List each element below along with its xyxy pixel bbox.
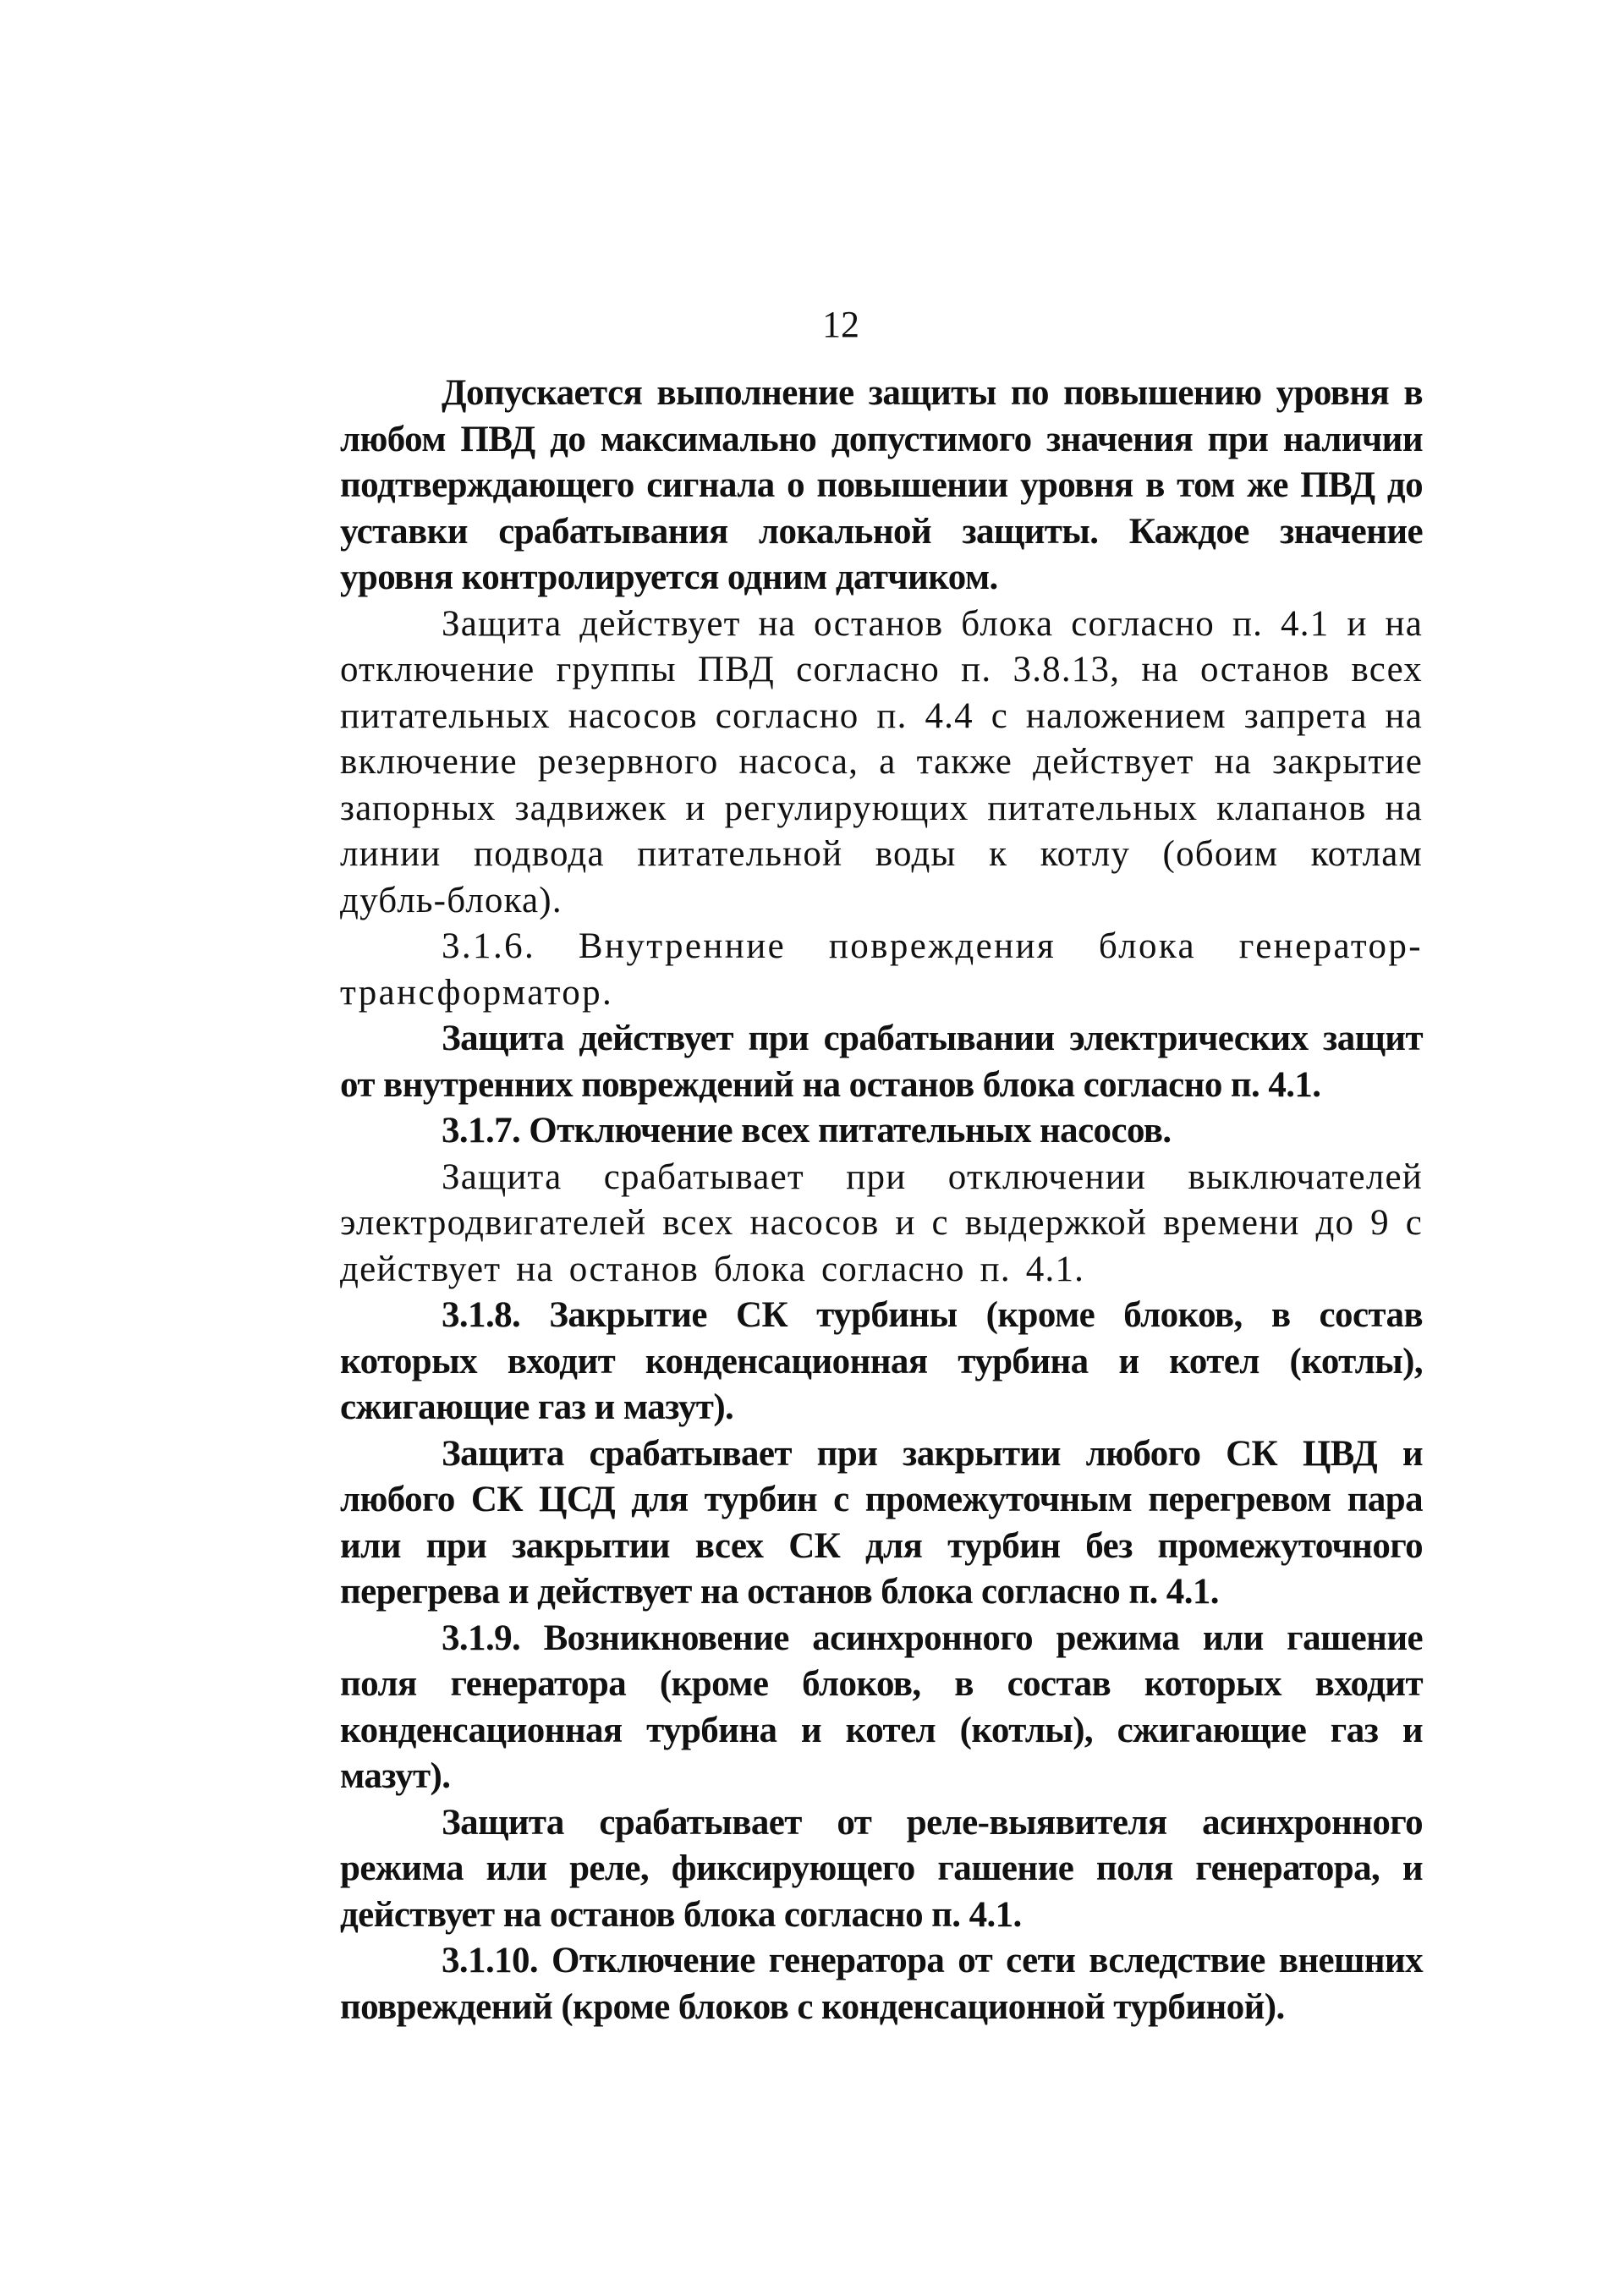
paragraph-pvd-level-protection: Допускается выполнение защиты по повышению уровня в любом ПВД до максимально допустимого значения при наличии подтверждающего сигнала о повышении уровня в том же ПВД до уставки срабатывания локальной защиты. Каждое значение уровня контролируется одним датчиком. bbox=[340, 373, 1423, 597]
section-heading-3-1-9: 3.1.9. Возникновение асинхронного режима или гашение поля генератора (кроме блоков, в состав которых входит конденсационная турбина и котел (котлы), сжигающие газ и мазут). bbox=[340, 1618, 1423, 1796]
section-heading-3-1-8: 3.1.8. Закрытие СК турбины (кроме блоков, в состав которых входит конденсационная турбина и котел (котлы), сжигающие газ и мазут). bbox=[340, 1295, 1423, 1427]
paragraph-pump-trip: Защита срабатывает при отключении выключателей электродвигателей всех насосов и с выдержкой времени до 9 с действует на останов блока согласно п. 4.1. bbox=[340, 1156, 1423, 1289]
section-heading-3-1-7: 3.1.7. Отключение всех питательных насосов. bbox=[442, 1111, 1172, 1151]
section-heading-3-1-6: 3.1.6. Внутренние повреждения блока генератор-трансформатор. bbox=[340, 926, 1423, 1013]
paragraph-async-mode: Защита срабатывает от реле-выявителя асинхронного режима или реле, фиксирующего гашение поля генератора, и действует на останов блока согласно п. 4.1. bbox=[340, 1802, 1423, 1935]
body-text bbox=[340, 371, 1423, 2030]
section-heading-3-1-10: 3.1.10. Отключение генератора от сети вследствие внешних повреждений (кроме блоков с конденсационной турбиной). bbox=[340, 1941, 1423, 2027]
paragraph-stop-valve: Защита срабатывает при закрытии любого СК ЦВД и любого СК ЦСД для турбин с промежуточным перегревом пара или при закрытии всех СК для турбин без промежуточного перегрева и действует на останов блока согласно п. 4.1. bbox=[340, 1433, 1423, 1612]
page-number: 12 bbox=[822, 304, 859, 345]
paragraph-electrical-protection: Защита действует при срабатывании электрических защит от внутренних повреждений на останов блока согласно п. 4.1. bbox=[340, 1019, 1423, 1105]
paragraph-protection-action: Защита действует на останов блока согласно п. 4.1 и на отключение группы ПВД согласно п. 3.8.13, на останов всех питательных насосов согласно п. 4.4 с наложением запрета на включение резервного насоса, а также действует на закрытие запорных задвижек и регулирующих питательных клапанов на линии подвода питательной воды к котлу (обоим котлам дубль-блока). bbox=[340, 603, 1423, 920]
